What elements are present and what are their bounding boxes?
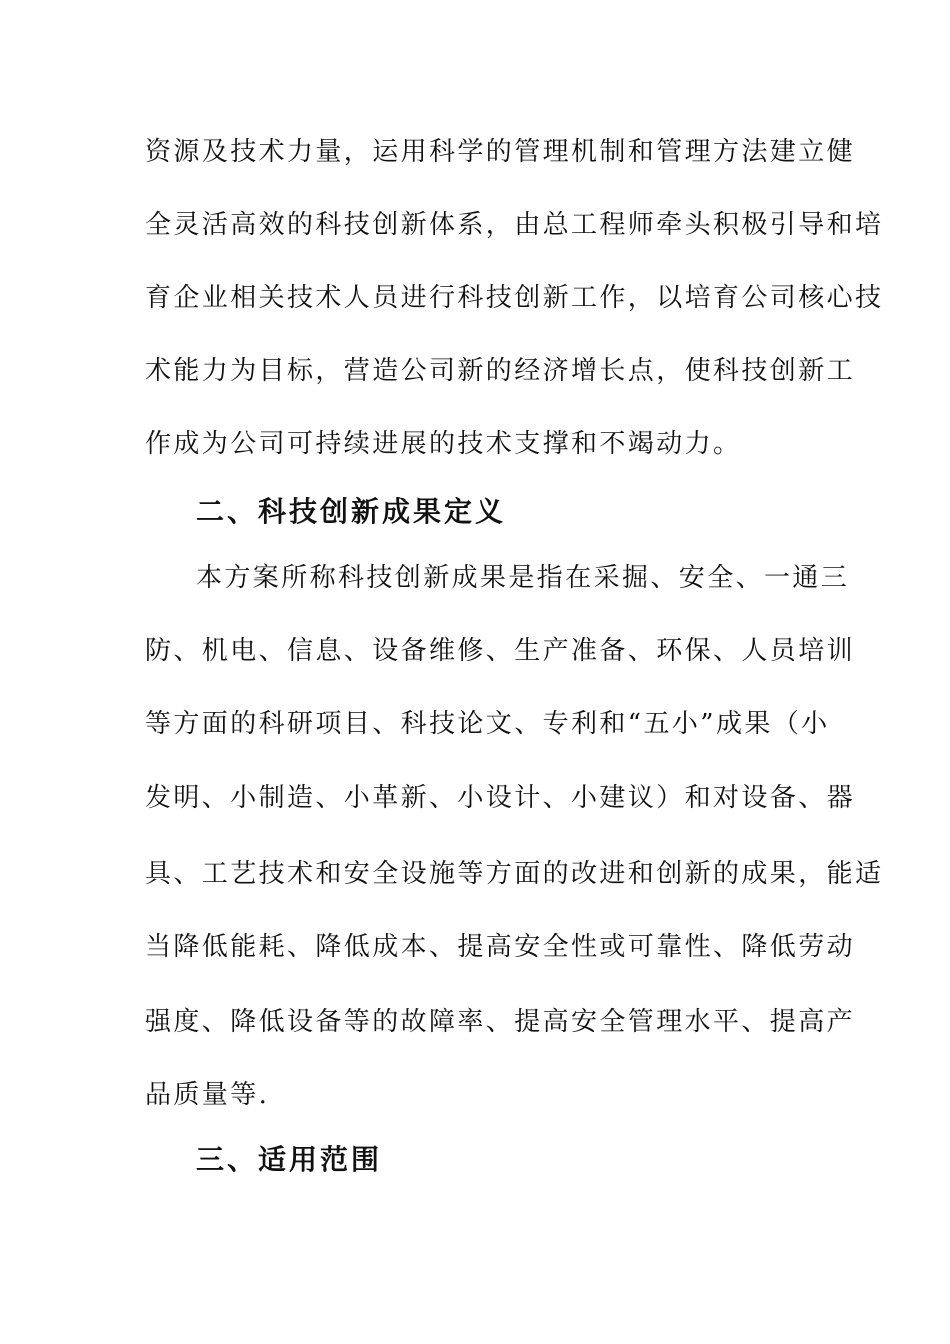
section-heading: 三、适用范围 (196, 1143, 383, 1176)
paragraph-line: 防、机电、信息、设备维修、生产准备、环保、人员培训 (145, 636, 856, 666)
paragraph-line: 发明、小制造、小革新、小设计、小建议）和对设备、器 (145, 783, 856, 813)
paragraph-line: 术能力为目标，营造公司新的经济增长点，使科技创新工 (145, 356, 856, 386)
paragraph-line: 育企业相关技术人员进行科技创新工作，以培育公司核心技 (145, 283, 884, 313)
paragraph-line: 作成为公司可持续进展的技术支撑和不竭动力。 (145, 429, 742, 459)
paragraph-line: 当降低能耗、降低成本、提高安全性或可靠性、降低劳动 (145, 932, 856, 962)
paragraph-line: 资源及技术力量，运用科学的管理机制和管理方法建立健 (145, 137, 856, 167)
paragraph-line: 品质量等. (145, 1080, 270, 1110)
paragraph-line: 等方面的科研项目、科技论文、专利和“五小”成果（小 (145, 709, 830, 739)
section-heading: 二、科技创新成果定义 (196, 495, 507, 528)
paragraph-line: 本方案所称科技创新成果是指在采掘、安全、一通三 (196, 563, 850, 593)
paragraph-line: 强度、降低设备等的故障率、提高安全管理水平、提高产 (145, 1007, 856, 1037)
paragraph-line: 全灵活高效的科技创新体系，由总工程师牵头积极引导和培 (145, 210, 884, 240)
paragraph-line: 具、工艺技术和安全设施等方面的改进和创新的成果，能适 (145, 859, 884, 889)
